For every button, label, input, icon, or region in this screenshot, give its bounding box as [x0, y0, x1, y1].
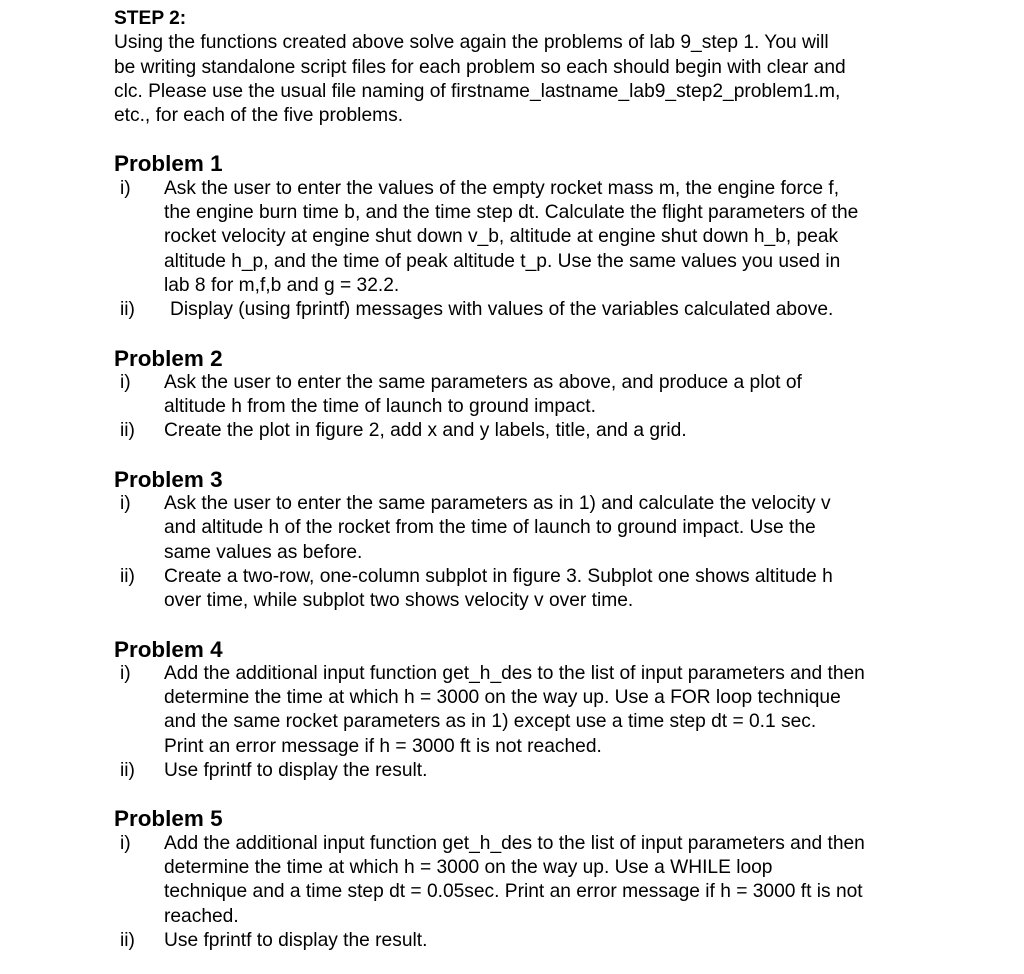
- list-item-text: [164, 177, 944, 298]
- list-item-text: [164, 662, 944, 759]
- intro-line: Using the functions created above solve again the problems of lab 9_step 1. You will: [114, 32, 829, 54]
- text-line: Use fprintf to display the result.: [164, 760, 428, 782]
- text-line: same values as before.: [164, 541, 363, 563]
- text-line: determine the time at which h = 3000 on the way up. Use a FOR loop technique: [164, 687, 841, 709]
- text-line: Ask the user to enter the same parameters as in 1) and calculate the velocity v: [164, 493, 831, 515]
- list-marker: ii): [120, 299, 135, 321]
- text-line: Display (using fprintf) messages with values of the variables calculated above.: [170, 299, 834, 321]
- problem-title: Problem 3: [114, 466, 223, 492]
- list-item-text: [164, 419, 944, 443]
- list-item: [114, 371, 944, 420]
- intro-line: clc. Please use the usual file naming of firstname_lastname_lab9_step2_problem1.m,: [114, 80, 841, 102]
- text-line: reached.: [164, 905, 239, 927]
- text-line: rocket velocity at engine shut down v_b, altitude at engine shut down h_b, peak: [164, 226, 839, 248]
- list-marker: ii): [120, 565, 135, 587]
- list-item: [114, 759, 944, 783]
- list-item-text: [164, 492, 944, 565]
- text-line: Create the plot in figure 2, add x and y labels, title, and a grid.: [164, 420, 687, 442]
- text-line: altitude h_p, and the time of peak altitude t_p. Use the same values you used in: [164, 250, 841, 272]
- problem-4: [114, 638, 944, 784]
- text-line: Ask the user to enter the values of the empty rocket mass m, the engine force f,: [164, 177, 840, 199]
- list-item-text: [164, 759, 944, 783]
- problem-3: [114, 468, 944, 614]
- problem-title: Problem 2: [114, 345, 223, 371]
- list-marker: i): [120, 832, 131, 854]
- problem-1: [114, 152, 944, 322]
- text-line: Use fprintf to display the result.: [164, 929, 428, 951]
- list-item: [114, 662, 944, 759]
- text-line: Add the additional input function get_h_des to the list of input parameters and then: [164, 832, 865, 854]
- list-marker: ii): [120, 929, 135, 951]
- list-item-text: [164, 929, 944, 953]
- intro-line: etc., for each of the five problems.: [114, 105, 404, 127]
- list-item: [114, 929, 944, 953]
- list-item: [114, 565, 944, 614]
- text-line: determine the time at which h = 3000 on the way up. Use a WHILE loop: [164, 856, 773, 878]
- problem-2: [114, 347, 944, 444]
- list-item-text: [164, 565, 944, 614]
- text-line: lab 8 for m,f,b and g = 32.2.: [164, 274, 400, 296]
- problem-title: Problem 1: [114, 151, 223, 177]
- text-line: over time, while subplot two shows velocity v over time.: [164, 590, 634, 612]
- list-item: [114, 177, 944, 298]
- list-marker: i): [120, 177, 131, 199]
- intro-paragraph: [114, 31, 924, 128]
- document: [114, 7, 944, 953]
- list-marker: i): [120, 662, 131, 684]
- text-line: the engine burn time b, and the time step dt. Calculate the flight parameters of the: [164, 202, 859, 224]
- text-line: altitude h from the time of launch to ground impact.: [164, 396, 596, 418]
- problem-title: Problem 4: [114, 636, 223, 662]
- list-item-text: [164, 832, 944, 929]
- list-marker: i): [120, 371, 131, 393]
- text-line: Ask the user to enter the same parameters as above, and produce a plot of: [164, 371, 802, 393]
- text-line: technique and a time step dt = 0.05sec. Print an error message if h = 3000 ft is not: [164, 881, 863, 903]
- problem-title: Problem 5: [114, 806, 223, 832]
- list-item: [114, 298, 944, 322]
- text-line: Create a two-row, one-column subplot in figure 3. Subplot one shows altitude h: [164, 565, 833, 587]
- list-marker: i): [120, 493, 131, 515]
- text-line: Print an error message if h = 3000 ft is not reached.: [164, 735, 602, 757]
- list-item-text: [164, 298, 944, 322]
- text-line: and altitude h of the rocket from the time of launch to ground impact. Use the: [164, 517, 816, 539]
- list-item-text: [164, 371, 944, 420]
- intro-line: be writing standalone script files for each problem so each should begin with clear and: [114, 56, 846, 78]
- list-item: [114, 832, 944, 929]
- text-line: Add the additional input function get_h_des to the list of input parameters and then: [164, 662, 865, 684]
- list-item: [114, 419, 944, 443]
- step-title: STEP 2:: [114, 8, 187, 29]
- list-item: [114, 492, 944, 565]
- list-marker: ii): [120, 420, 135, 442]
- problem-5: [114, 807, 944, 953]
- list-marker: ii): [120, 760, 135, 782]
- text-line: and the same rocket parameters as in 1) except use a time step dt = 0.1 sec.: [164, 711, 817, 733]
